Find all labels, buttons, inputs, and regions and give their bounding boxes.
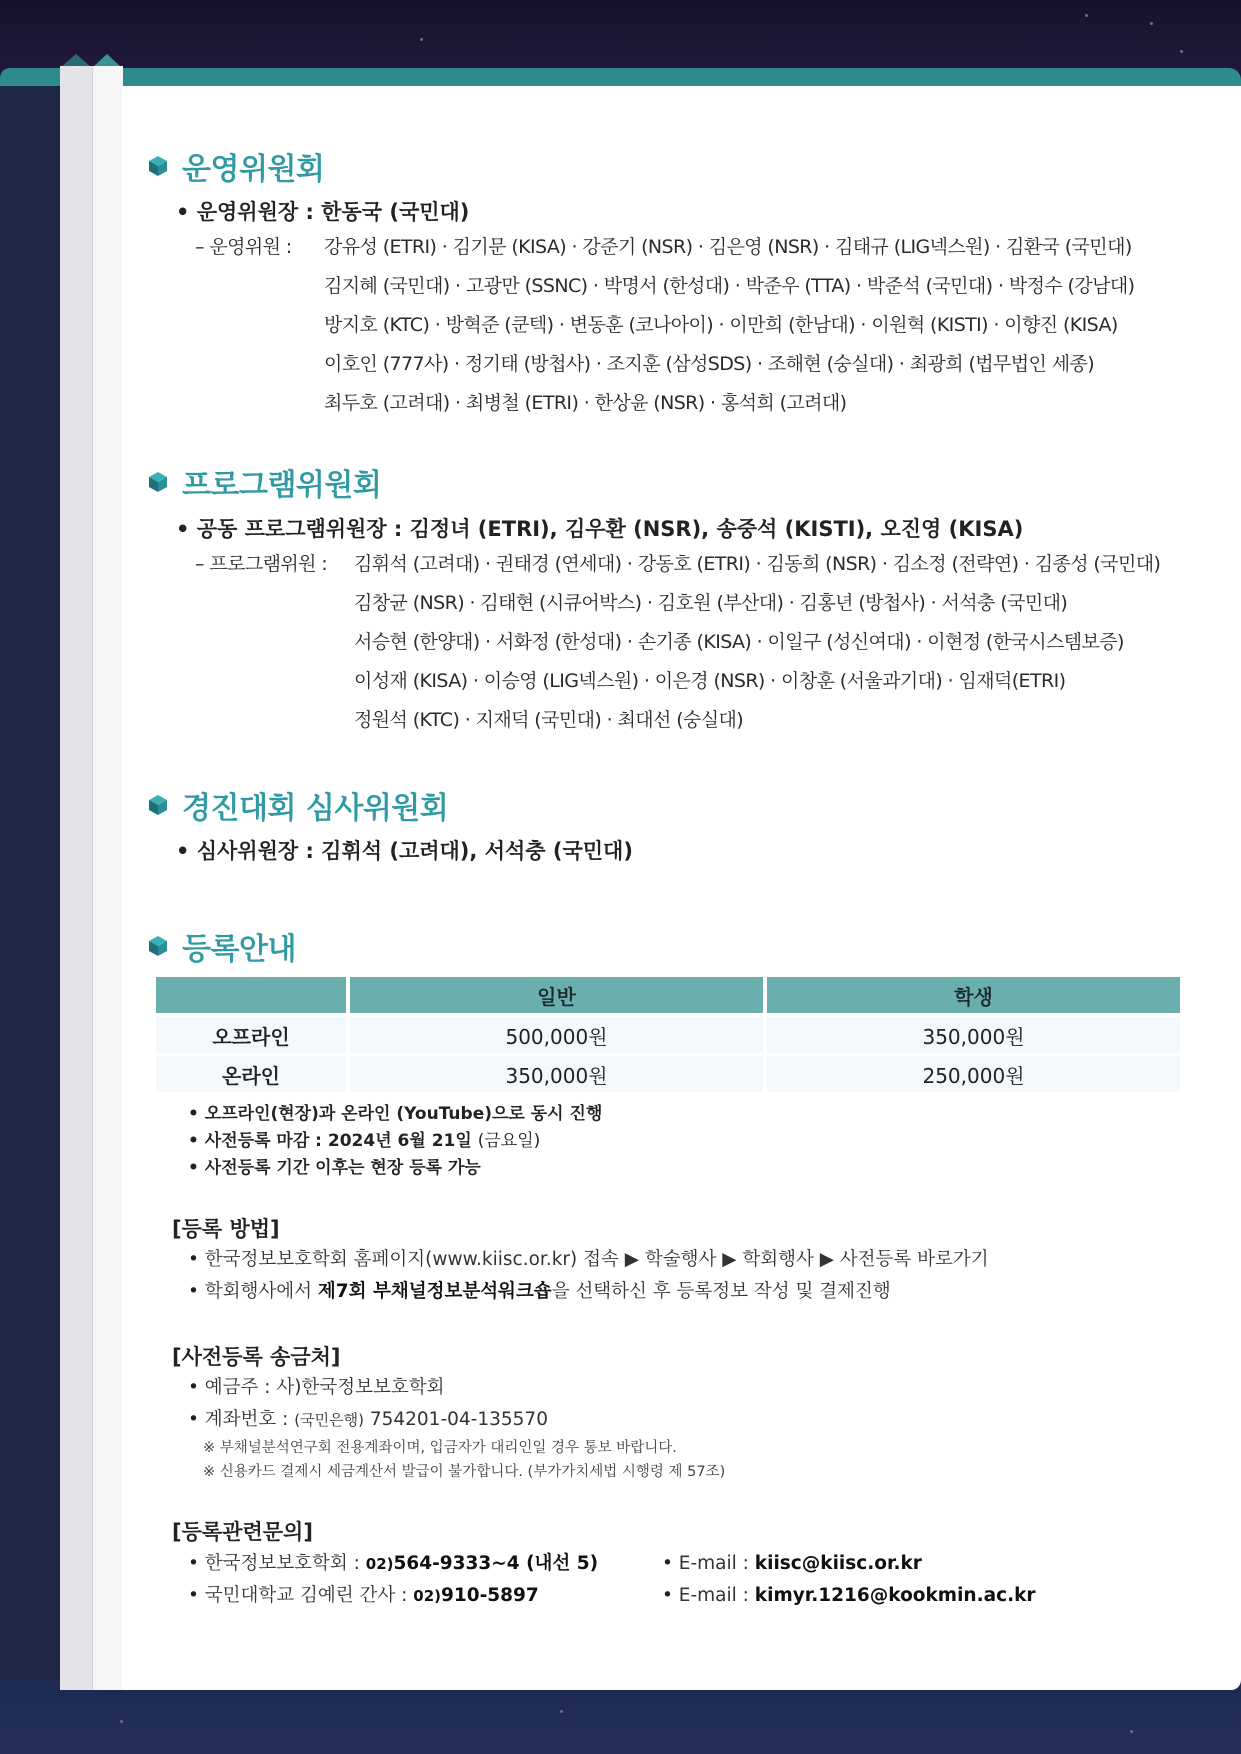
- contact-email-item: [662, 1580, 1036, 1612]
- method-item: • 한국정보보호학회 홈페이지(www.kiisc.or.kr) 접속 ▶ 학술행사 ▶ 학회행사 ▶ 사전등록 바로가기: [188, 1244, 989, 1276]
- section-title-judges: [148, 783, 448, 827]
- section-title-text: 운영위원회: [182, 152, 325, 187]
- members-line: 정원석 (KTC) · 지재덕 (국민대) · 최대선 (숭실대): [354, 709, 744, 731]
- cube-icon: [148, 794, 168, 816]
- section-title-program: [148, 460, 381, 504]
- table-header-cell: [156, 977, 346, 1017]
- method-text: 학회행사에서: [204, 1281, 318, 1302]
- registration-notes: [188, 1101, 602, 1182]
- account-number: 754201-04-135570: [363, 1409, 548, 1430]
- members-line: 김휘석 (고려대) · 권태경 (연세대) · 강동호 (ETRI) · 김동희 (NSR) · 김소정 (전략연) · 김종성 (국민대): [354, 553, 1161, 575]
- note-item: • 오프라인(현장)과 온라인 (YouTube)으로 동시 진행: [188, 1101, 602, 1128]
- members-line: 최두호 (고려대) · 최병철 (ETRI) · 한상윤 (NSR) · 홍석희 (고려대): [324, 392, 847, 414]
- members-label: – 운영위원 :: [195, 236, 292, 258]
- account-title: [사전등록 송금처]: [172, 1345, 341, 1369]
- table-cell: 500,000원: [350, 1017, 763, 1056]
- members-line: 방지호 (KTC) · 방혁준 (쿤텍) · 변동훈 (코나아이) · 이만희 (한남대) · 이원혁 (KISTI) · 이향진 (KISA): [324, 314, 1118, 336]
- account-holder: • 예금주 : 사)한국정보보호학회: [188, 1372, 548, 1404]
- table-header-row: [156, 977, 1180, 1017]
- account-bank: (국민은행): [294, 1411, 364, 1429]
- table-row: [156, 1017, 1180, 1056]
- email-link[interactable]: kimyr.1216@kookmin.ac.kr: [754, 1585, 1036, 1606]
- members-line: 김창균 (NSR) · 김태현 (시큐어박스) · 김호원 (부산대) · 김홍년 (방첩사) · 서석충 (국민대): [354, 592, 1068, 614]
- note-text: 사전등록 마감 : 2024년 6월 21일: [204, 1131, 472, 1151]
- judges-chair: • 심사위원장 : 김휘석 (고려대), 서석충 (국민대): [176, 839, 633, 863]
- section-title-text: 등록안내: [182, 932, 296, 967]
- account-list: [188, 1372, 548, 1436]
- section-title-registration: [148, 924, 296, 968]
- table-cell: 250,000원: [767, 1056, 1180, 1095]
- star-decoration: [1150, 22, 1153, 25]
- contact-title: [등록관련문의]: [172, 1520, 313, 1544]
- contact-phone: 564-9333~4 (내선 5): [393, 1553, 599, 1574]
- account-note: ※ 부채널분석연구회 전용계좌이며, 입금자가 대리인일 경우 통보 바랍니다.: [203, 1440, 677, 1456]
- deadline-day: (금요일): [477, 1131, 541, 1151]
- section-title-text: 프로그램위원회: [182, 468, 382, 503]
- contact-email-list: [662, 1548, 1036, 1612]
- table-row-label: 온라인: [156, 1056, 346, 1095]
- page-header-band: [0, 68, 1241, 86]
- method-text: 을 선택하신 후 등록정보 작성 및 결제진행: [551, 1281, 891, 1302]
- table-header-cell: 일반: [350, 977, 763, 1017]
- members-label: – 프로그램위원 :: [195, 553, 328, 575]
- contact-list: [188, 1548, 598, 1612]
- table-cell: 350,000원: [767, 1017, 1180, 1056]
- members-line: 김지혜 (국민대) · 고광만 (SSNC) · 박명서 (한성대) · 박준우 (TTA) · 박준석 (국민대) · 박정수 (강남대): [324, 275, 1135, 297]
- cube-icon: [148, 471, 168, 493]
- book-spine-edge: [92, 66, 123, 1690]
- contact-area: 02): [365, 1555, 394, 1573]
- contact-org: 국민대학교 김예린 간사 :: [204, 1585, 414, 1606]
- star-decoration: [120, 1720, 123, 1723]
- contact-item: [188, 1548, 598, 1580]
- note-item: • 사전등록 기간 이후는 현장 등록 가능: [188, 1155, 602, 1182]
- workshop-name: 제7회 부채널정보분석워크숍: [317, 1281, 552, 1302]
- steering-chair: • 운영위원장 : 한동국 (국민대): [176, 200, 470, 224]
- registration-fee-table: [152, 977, 1184, 1095]
- contact-area: 02): [413, 1587, 441, 1605]
- email-link[interactable]: kiisc@kiisc.or.kr: [754, 1553, 922, 1574]
- footer-background: [0, 1680, 1241, 1754]
- account-number-row: [188, 1404, 548, 1436]
- account-notes: [203, 1436, 725, 1484]
- contact-org: 한국정보보호학회 :: [204, 1553, 366, 1574]
- account-label: 계좌번호 :: [204, 1409, 295, 1430]
- contact-item: [188, 1580, 598, 1612]
- section-title-steering: [148, 144, 324, 188]
- cube-icon: [148, 155, 168, 177]
- contact-email-item: [662, 1548, 1036, 1580]
- cube-icon: [148, 935, 168, 957]
- star-decoration: [560, 1710, 563, 1713]
- members-line: 서승현 (한양대) · 서화정 (한성대) · 손기종 (KISA) · 이일구 (성신여대) · 이현정 (한국시스템보증): [354, 631, 1124, 653]
- members-line: 강유성 (ETRI) · 김기문 (KISA) · 강준기 (NSR) · 김은영 (NSR) · 김태규 (LIG넥스원) · 김환국 (국민대): [324, 236, 1132, 258]
- table-header-cell: 학생: [767, 977, 1180, 1017]
- book-spine: [60, 66, 92, 1690]
- method-title: [등록 방법]: [172, 1217, 280, 1241]
- method-item: [188, 1276, 989, 1308]
- email-label: E-mail :: [678, 1553, 755, 1574]
- table-row-label: 오프라인: [156, 1017, 346, 1056]
- members-line: 이성재 (KISA) · 이승영 (LIG넥스원) · 이은경 (NSR) · 이창훈 (서울과기대) · 임재덕(ETRI): [354, 670, 1066, 692]
- members-line: 이호인 (777사) · 정기태 (방첩사) · 조지훈 (삼성SDS) · 조해현 (숭실대) · 최광희 (법무법인 세종): [324, 353, 1095, 375]
- star-decoration: [1180, 50, 1183, 53]
- star-decoration: [1085, 14, 1088, 17]
- account-note: ※ 신용카드 결제시 세금계산서 발급이 불가합니다. (부가가치세법 시행령 제 57조): [203, 1464, 726, 1480]
- section-title-text: 경진대회 심사위원회: [182, 791, 449, 826]
- table-row: [156, 1056, 1180, 1095]
- method-list: [188, 1244, 989, 1308]
- email-label: E-mail :: [678, 1585, 755, 1606]
- star-decoration: [420, 38, 423, 41]
- table-cell: 350,000원: [350, 1056, 763, 1095]
- star-decoration: [1130, 1730, 1133, 1733]
- note-item: [188, 1128, 602, 1155]
- contact-phone: 910-5897: [441, 1585, 539, 1606]
- program-chair: • 공동 프로그램위원장 : 김정녀 (ETRI), 김우환 (NSR), 송중석 (KISTI), 오진영 (KISA): [176, 517, 1024, 541]
